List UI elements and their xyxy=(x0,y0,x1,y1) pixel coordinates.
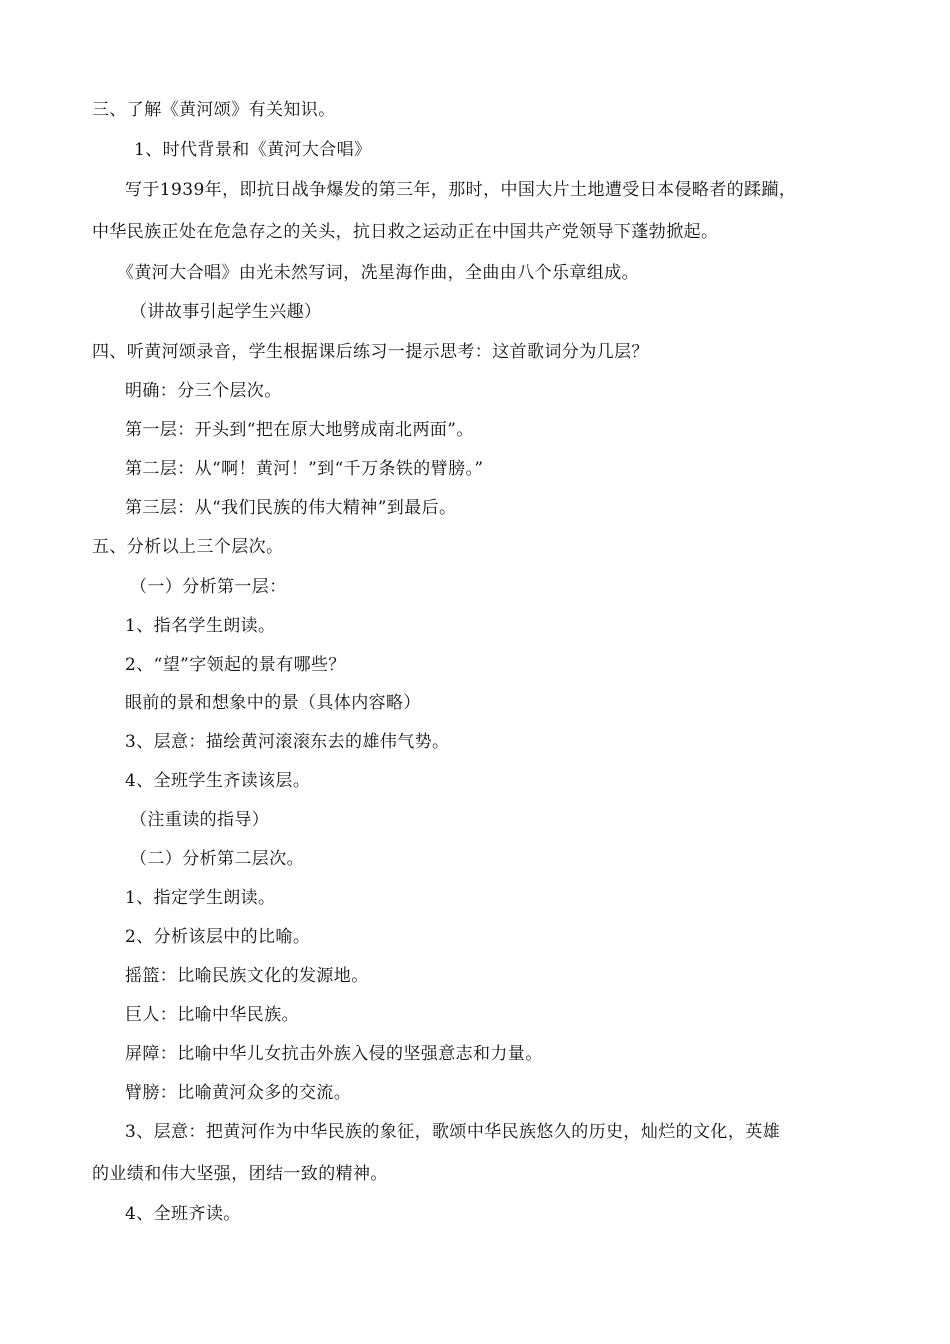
list-item: 4、全班齐读。 xyxy=(125,1204,241,1224)
paragraph-line: 《黄河大合唱》由光未然写词，冼星海作曲，全曲由八个乐章组成。 xyxy=(117,263,639,283)
paragraph-line: 写于1939年，即抗日战争爆发的第三年，那时，中国大片土地遭受日本侵略者的蹂躏， xyxy=(125,180,797,200)
list-item: 2、分析该层中的比喻。 xyxy=(125,927,311,947)
paragraph-line: 明确：分三个层次。 xyxy=(125,381,282,401)
paragraph-line: 第二层：从“啊！黄河！”到“千万条铁的臂膀。” xyxy=(125,459,484,479)
paragraph-line: 摇篮：比喻民族文化的发源地。 xyxy=(125,966,369,986)
list-item: 3、层意：把黄河作为中华民族的象征，歌颂中华民族悠久的历史，灿烂的文化，英雄 xyxy=(125,1122,781,1142)
paragraph-line: 中华民族正处在危急存之的关头，抗日救之运动正在中国共产党领导下蓬勃掀起。 xyxy=(92,222,719,242)
section-heading-5: 五、分析以上三个层次。 xyxy=(92,537,284,557)
subheading-part-2: （二）分析第二层次。 xyxy=(130,849,304,869)
section-heading-4: 四、听黄河颂录音，学生根据课后练习一提示思考：这首歌词分为几层？ xyxy=(92,342,649,362)
paragraph-note: （注重读的指导） xyxy=(130,810,270,830)
list-item: 1、指名学生朗读。 xyxy=(125,616,276,636)
list-item: 4、全班学生齐读该层。 xyxy=(125,771,311,791)
paragraph-line: 屏障：比喻中华儿女抗击外族入侵的坚强意志和力量。 xyxy=(125,1044,543,1064)
paragraph-line: 第一层：开头到“把在原大地劈成南北两面”。 xyxy=(125,420,474,440)
subheading-part-1: （一）分析第一层： xyxy=(130,577,287,597)
paragraph-line: 的业绩和伟大坚强，团结一致的精神。 xyxy=(92,1164,388,1184)
paragraph-line: 眼前的景和想象中的景（具体内容略） xyxy=(125,693,421,713)
subheading-background: 1、时代背景和《黄河大合唱》 xyxy=(134,140,372,160)
section-heading-3: 三、了解《黄河颂》有关知识。 xyxy=(92,100,336,120)
paragraph-line: 巨人：比喻中华民族。 xyxy=(125,1005,299,1025)
list-item: 1、指定学生朗读。 xyxy=(125,888,276,908)
list-item: 3、层意：描绘黄河滚滚东去的雄伟气势。 xyxy=(125,732,450,752)
paragraph-note: （讲故事引起学生兴趣） xyxy=(130,302,322,322)
list-item: 2、“望”字领起的景有哪些？ xyxy=(125,655,346,675)
paragraph-line: 第三层：从“我们民族的伟大精神”到最后。 xyxy=(125,498,457,518)
paragraph-line: 臂膀：比喻黄河众多的交流。 xyxy=(125,1083,352,1103)
